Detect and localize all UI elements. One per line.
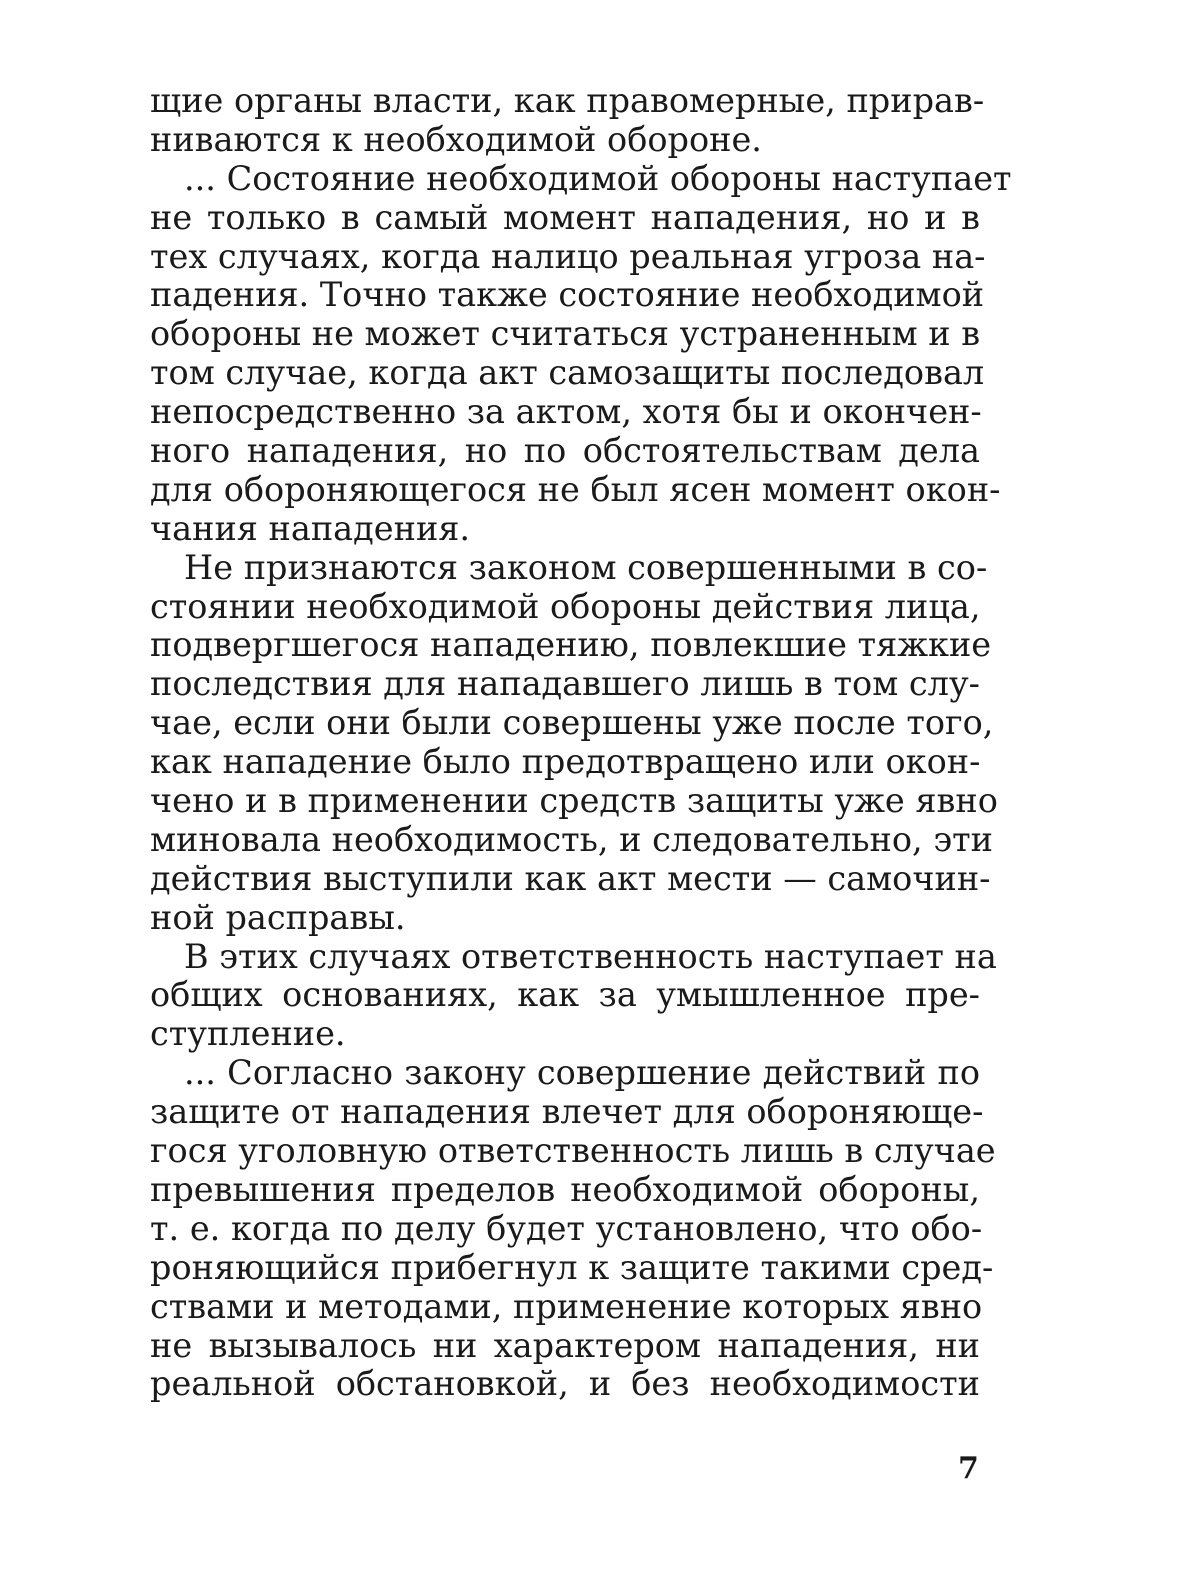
text-line: обороны не может считаться устраненным и в xyxy=(150,314,981,354)
text-line: ниваются к необходимой обороне. xyxy=(150,119,762,159)
text-line: т. е. когда по делу будет установлено, что обо- xyxy=(150,1208,983,1248)
text-line: действия выступили как акт мести — самочин- xyxy=(150,858,991,898)
body-text xyxy=(150,81,1012,1404)
text-line: для обороняющегося не был ясен момент окон- xyxy=(150,469,1001,509)
text-line: ... Состояние необходимой обороны наступает xyxy=(184,158,1012,198)
text-line: превышения пределов необходимой обороны, xyxy=(150,1169,980,1209)
text-line: как нападение было предотвращено или окон- xyxy=(150,742,981,782)
text-line: чае, если они были совершены уже после того, xyxy=(150,703,994,743)
text-line: защите от нападения влечет для обороняюще- xyxy=(150,1092,984,1132)
text-line: не только в самый момент нападения, но и в xyxy=(150,197,980,237)
text-line: непосредственно за актом, хотя бы и окончен- xyxy=(150,392,982,432)
text-line: гося уголовную ответственность лишь в случае xyxy=(150,1131,996,1171)
text-line: реальной обстановкой, и без необходимости xyxy=(150,1364,980,1404)
text-line: том случае, когда акт самозащиты последовал xyxy=(150,353,985,393)
text-line: ного нападения, но по обстоятельствам дела xyxy=(150,431,980,471)
text-line: общих основаниях, как за умышленное пре- xyxy=(150,975,980,1015)
text-line: стоянии необходимой обороны действия лица, xyxy=(150,586,981,626)
text-line: падения. Точно также состояние необходимой xyxy=(150,275,985,315)
text-line: подвергшегося нападению, повлекшие тяжкие xyxy=(150,625,992,665)
text-line: ствами и методами, применение которых явно xyxy=(150,1286,983,1326)
text-line: ... Согласно закону совершение действий по xyxy=(184,1053,980,1093)
text-line: В этих случаях ответственность наступает на xyxy=(184,936,997,976)
text-line: тех случаях, когда налицо реальная угроза на- xyxy=(150,236,986,276)
text-line: последствия для нападавшего лишь в том слу- xyxy=(150,664,980,704)
text-line: ной расправы. xyxy=(150,897,406,937)
text-line: щие органы власти, как правомерные, прирав- xyxy=(150,81,985,120)
text-line: миновала необходимость, и следовательно, эти xyxy=(150,819,993,859)
text-line: чено и в применении средств защиты уже явно xyxy=(150,781,998,821)
text-line: не вызывалось ни характером нападения, ни xyxy=(150,1325,980,1365)
text-line: чания нападения. xyxy=(150,508,471,548)
page-number: 7 xyxy=(958,1451,979,1486)
text-line: Не признаются законом совершенными в со- xyxy=(184,547,988,587)
text-line: роняющийся прибегнул к защите такими сред- xyxy=(150,1247,994,1287)
text-line: ступление. xyxy=(150,1014,346,1054)
